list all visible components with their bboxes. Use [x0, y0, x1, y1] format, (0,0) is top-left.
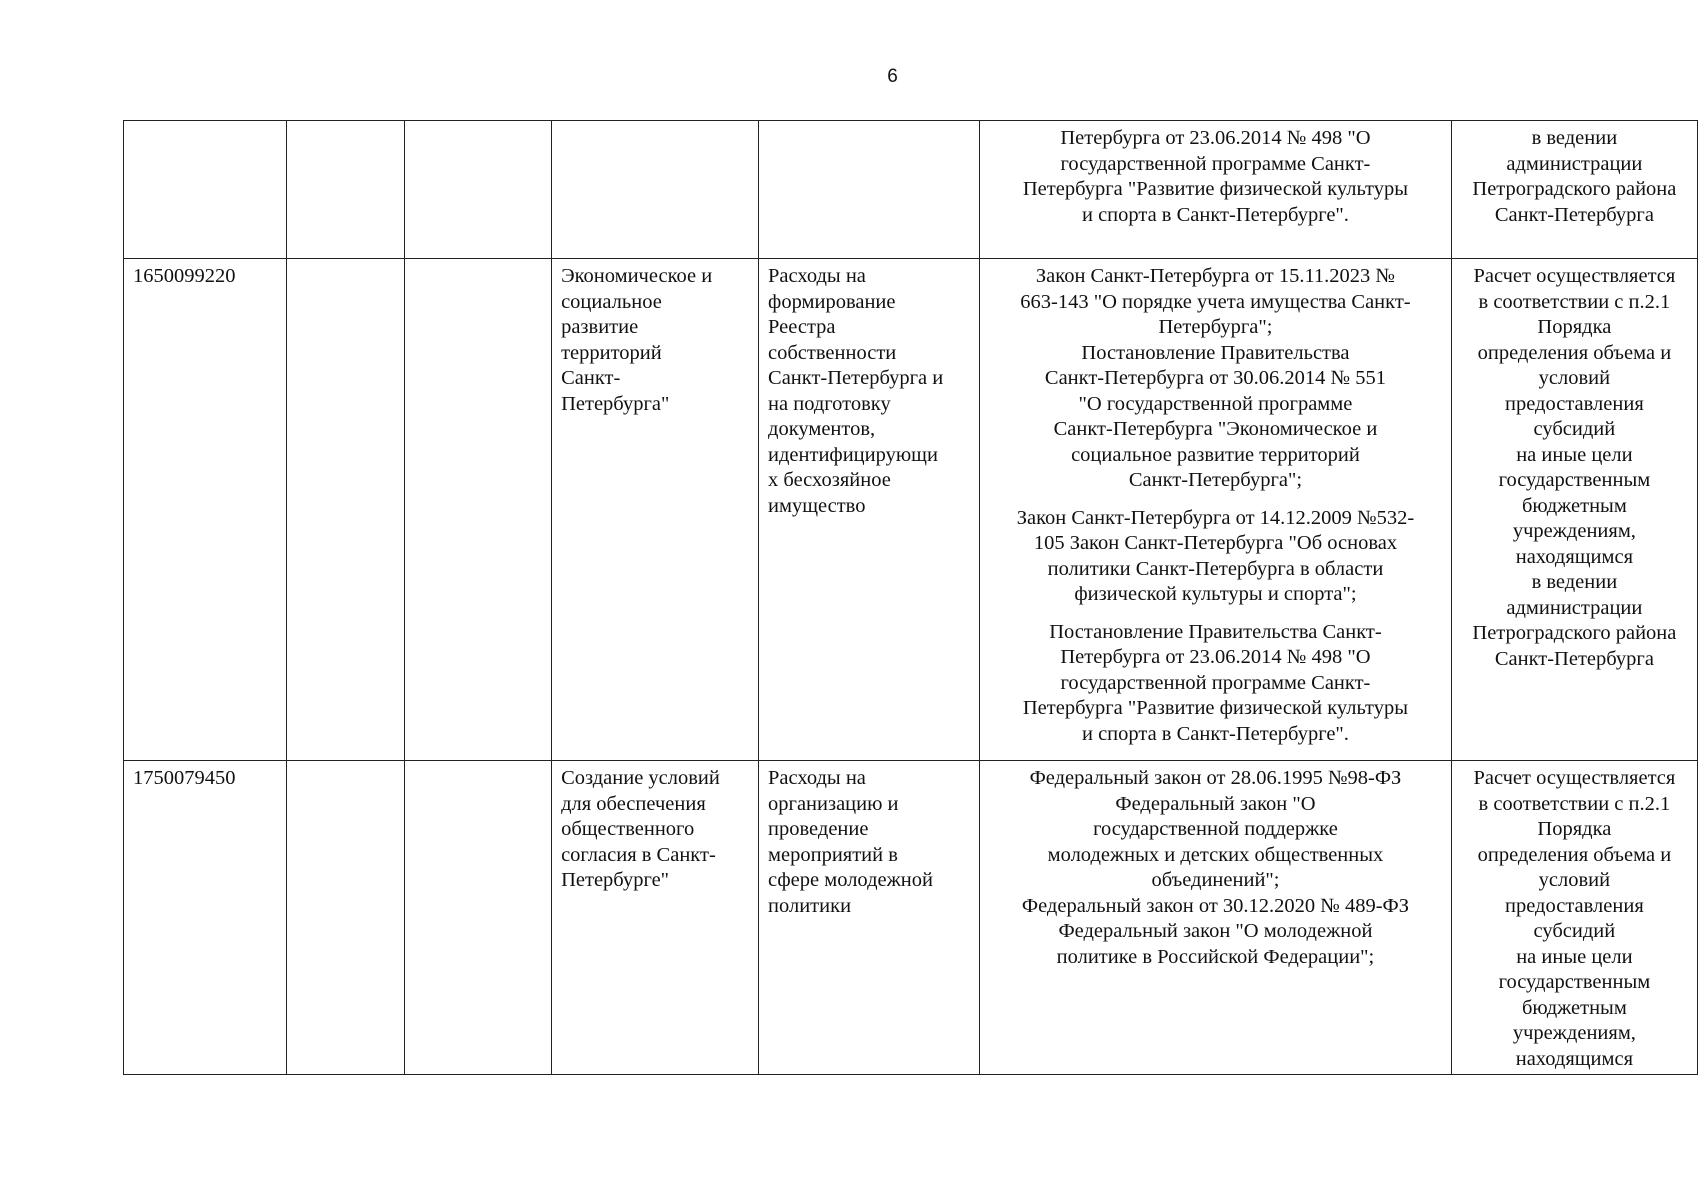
- empty-cell: [287, 761, 405, 1075]
- text-line: государственной программе Санкт-: [1060, 152, 1371, 175]
- text-line: определения объема и: [1477, 843, 1672, 866]
- legal-basis-paragraph: [989, 506, 1442, 608]
- text-line: в соответствии с п.2.1: [1478, 290, 1671, 313]
- text-line: формирование: [768, 290, 896, 313]
- text-line: государственным: [1498, 971, 1651, 993]
- text-line: предоставления: [1505, 392, 1644, 415]
- row-code: 1650099220: [133, 265, 236, 287]
- text-line: для обеспечения: [561, 792, 706, 815]
- text-line: администрации: [1506, 152, 1643, 175]
- text-line: проведение: [768, 818, 869, 840]
- row-code-cell: [124, 259, 287, 761]
- text-line: документов,: [768, 418, 876, 440]
- page-number: 6: [887, 66, 898, 87]
- text-line: Порядка: [1537, 818, 1612, 840]
- text-line: на иные цели: [1516, 443, 1633, 466]
- text-line: политики: [768, 894, 852, 917]
- text-line: мероприятий в: [768, 843, 898, 866]
- text-line: на подготовку: [768, 392, 891, 415]
- text-line: Санкт-Петербурга от 30.06.2014 № 551: [1044, 367, 1386, 389]
- text-line: бюджетным: [1521, 996, 1627, 1019]
- legal-basis-paragraph: [989, 126, 1442, 228]
- text-line: Санкт-Петербурга: [1494, 647, 1654, 670]
- text-line: и спорта в Санкт-Петербурге".: [1081, 722, 1349, 745]
- legal-basis-paragraph: [989, 766, 1442, 970]
- text-line: физической культуры и спорта";: [1074, 583, 1357, 605]
- text-line: Расчет осуществляется: [1473, 265, 1676, 287]
- text-line: социальное развитие территорий: [1071, 443, 1360, 466]
- text-line: предоставления: [1505, 894, 1644, 917]
- text-line: Расходы на: [768, 265, 866, 287]
- text-line: Создание условий: [561, 767, 720, 789]
- text-line: Санкт-Петербурга и: [768, 367, 944, 389]
- empty-cell: [287, 121, 405, 259]
- text-line: Закон Санкт-Петербурга от 14.12.2009 №532-: [1016, 506, 1415, 529]
- text-line: 105 Закон Санкт-Петербурга "Об основах: [1033, 532, 1398, 554]
- text-line: молодежных и детских общественных: [1047, 843, 1384, 866]
- text-line: Санкт-: [561, 367, 621, 389]
- text-line: бюджетным: [1521, 494, 1627, 517]
- text-line: находящимся: [1515, 545, 1634, 568]
- legal-basis-paragraph: [989, 264, 1442, 494]
- text-line: Закон Санкт-Петербурга от 15.11.2023 №: [1035, 265, 1395, 287]
- text-line: Петроградского района: [1472, 622, 1677, 644]
- text-line: в соответствии с п.2.1: [1478, 792, 1671, 815]
- text-line: Петербурга": [561, 392, 670, 415]
- text-line: идентифицирующи: [768, 443, 938, 466]
- row-code-cell: [124, 761, 287, 1075]
- empty-cell: [287, 259, 405, 761]
- text-line: имущество: [768, 494, 866, 517]
- row-code-cell: [124, 121, 287, 259]
- text-line: собственности: [768, 341, 897, 364]
- text-line: администрации: [1506, 596, 1643, 619]
- text-line: субсидий: [1533, 418, 1616, 440]
- text-line: Петербурга "Развитие физической культуры: [1022, 178, 1409, 200]
- text-line: согласия в Санкт-: [561, 843, 716, 866]
- text-line: Петербурга "Развитие физической культуры: [1022, 697, 1409, 719]
- text-line: и спорта в Санкт-Петербурге".: [1081, 203, 1349, 226]
- text-line: государственным: [1498, 469, 1651, 491]
- text-line: Федеральный закон "О: [1115, 792, 1316, 815]
- text-line: общественного: [561, 818, 695, 840]
- purpose-cell: [759, 761, 980, 1075]
- text-line: развитие: [561, 316, 639, 338]
- text-line: территорий: [561, 341, 662, 364]
- text-line: Федеральный закон "О молодежной: [1058, 920, 1373, 942]
- document-table: [123, 120, 1698, 1075]
- text-line: в ведении: [1531, 571, 1618, 593]
- text-line: Расчет осуществляется: [1473, 767, 1676, 789]
- text-line: Реестра: [768, 316, 836, 338]
- text-line: объединений";: [1151, 869, 1280, 891]
- text-line: организацию и: [768, 792, 899, 815]
- text-line: Петербурга";: [1158, 316, 1273, 338]
- program-cell: [552, 761, 759, 1075]
- legal-basis-cell: [980, 761, 1452, 1075]
- text-line: 663-143 "О порядке учета имущества Санкт-: [1020, 290, 1411, 313]
- legal-basis-paragraph: [989, 620, 1442, 748]
- text-line: на иные цели: [1516, 945, 1633, 968]
- empty-cell: [405, 259, 552, 761]
- empty-cell: [405, 761, 552, 1075]
- text-line: в ведении: [1531, 127, 1618, 149]
- text-line: "О государственной программе: [1078, 392, 1353, 415]
- program-cell: [552, 259, 759, 761]
- legal-basis-cell: [980, 259, 1452, 761]
- text-line: Расходы на: [768, 767, 866, 789]
- text-line: Санкт-Петербурга";: [1128, 469, 1303, 491]
- text-line: Федеральный закон от 28.06.1995 №98-ФЗ: [1029, 767, 1402, 789]
- text-line: Санкт-Петербурга: [1494, 203, 1654, 226]
- text-line: государственной программе Санкт-: [1060, 671, 1371, 694]
- calculation-cell: [1451, 121, 1697, 259]
- legal-basis-cell: [980, 121, 1452, 259]
- calculation-cell: [1451, 761, 1697, 1075]
- text-line: учреждениям,: [1512, 520, 1636, 542]
- text-line: политике в Российской Федерации";: [1056, 945, 1375, 968]
- text-line: Петербурга от 23.06.2014 № 498 "О: [1060, 127, 1371, 149]
- text-line: учреждениям,: [1512, 1022, 1636, 1044]
- text-line: Постановление Правительства: [1081, 341, 1350, 364]
- program-cell: [552, 121, 759, 259]
- purpose-cell: [759, 259, 980, 761]
- text-line: Петроградского района: [1472, 178, 1677, 200]
- text-line: Экономическое и: [561, 265, 713, 287]
- text-line: Петербурга от 23.06.2014 № 498 "О: [1060, 646, 1371, 668]
- table-row: [124, 761, 1698, 1075]
- text-line: политики Санкт-Петербурга в области: [1047, 557, 1384, 580]
- text-line: Санкт-Петербурга "Экономическое и: [1053, 418, 1378, 440]
- text-line: государственной поддержке: [1093, 818, 1338, 840]
- text-line: субсидий: [1533, 920, 1616, 942]
- text-line: х бесхозяйное: [768, 469, 891, 491]
- text-line: Петербурге": [561, 869, 670, 891]
- text-line: социальное: [561, 290, 662, 313]
- purpose-cell: [759, 121, 980, 259]
- empty-cell: [405, 121, 552, 259]
- text-line: условий: [1538, 367, 1611, 389]
- text-line: условий: [1538, 869, 1611, 891]
- text-line: Порядка: [1537, 316, 1612, 338]
- table-row: [124, 259, 1698, 761]
- calculation-cell: [1451, 259, 1697, 761]
- text-line: определения объема и: [1477, 341, 1672, 364]
- text-line: Постановление Правительства Санкт-: [1049, 620, 1382, 643]
- table-row: [124, 121, 1698, 259]
- text-line: сфере молодежной: [768, 869, 933, 891]
- text-line: Федеральный закон от 30.12.2020 № 489-ФЗ: [1021, 894, 1410, 917]
- row-code: 1750079450: [133, 767, 236, 789]
- text-line: находящимся: [1515, 1047, 1634, 1070]
